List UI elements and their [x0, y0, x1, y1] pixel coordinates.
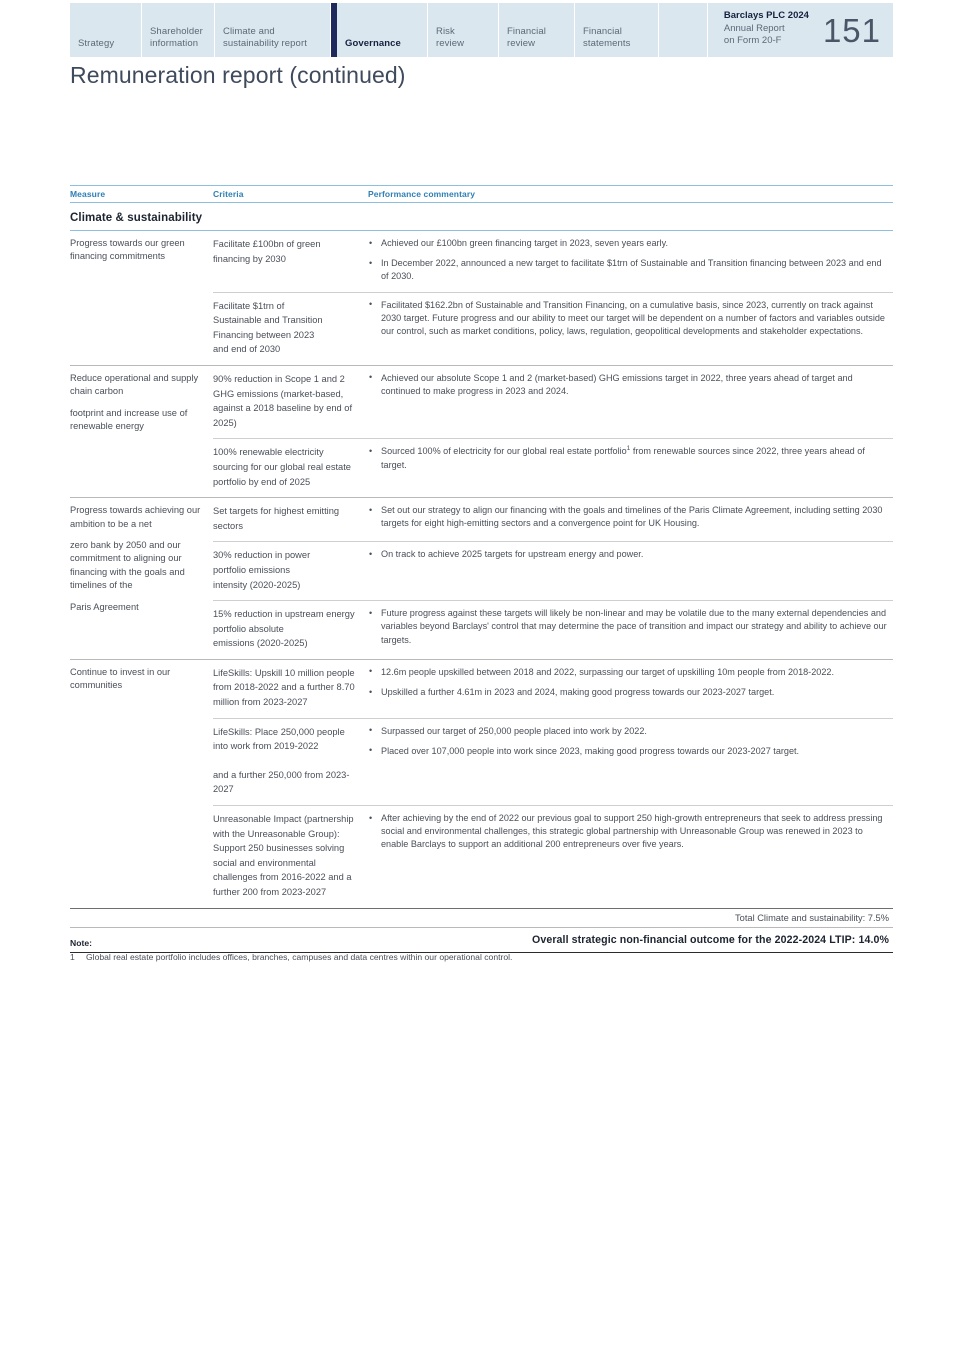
report-subtitle-line1: Annual Report [723, 22, 785, 34]
note-number: 1 [70, 952, 75, 962]
criteria-text: LifeSkills: Upskill 10 million people from 2018-2022 and a further 8.70 million from 2023-2027 [213, 667, 355, 708]
nav-tab-label-line2: sustainability report [223, 37, 307, 49]
table-row [70, 660, 893, 908]
note-heading: Note: [70, 938, 92, 948]
criteria-subrow [213, 660, 893, 719]
criteria-text: Set targets for highest emitting sectors [213, 506, 340, 531]
commentary-bullet: • Facilitated $162.2bn of Sustainable and Transition Financing, on a cumulative basis, since 2023, currently on track against 2030 target. Future progress and our ability to meet our target will be dependent on a number of factors and variables outside our control, such as market conditions, policy, laws, regulation, geopolitical developments and stakeholder expectations. [368, 299, 889, 339]
nav-tab-climate-and-sustainability-report[interactable] [215, 3, 331, 57]
measure-text: Progress towards achieving our ambition to be a net [70, 505, 201, 529]
column-header-performance-commentary: Performance commentary [368, 189, 476, 199]
commentary-bullet: • Achieved our absolute Scope 1 and 2 (market-based) GHG emissions target in 2022, three years ahead of target and continued to make progress in 2023 and 2024. [368, 372, 889, 398]
criteria-cell [213, 806, 368, 908]
criteria-text: Facilitate $1trn of [213, 300, 285, 311]
overall-outcome-text: Overall strategic non-financial outcome for the 2022-2024 LTIP: 14.0% [532, 933, 889, 946]
commentary-bullet-list [368, 504, 889, 530]
criteria-text: and end of 2030 [213, 344, 281, 355]
commentary-cell [368, 601, 893, 659]
criteria-text: LifeSkills: Place 250,000 people into work from 2019-2022 [213, 726, 345, 752]
commentary-bullet: • After achieving by the end of 2022 our previous goal to support 250 high-growth entrepreneurs that seek to address pressing social and environmental challenges, this strategic global partnership with Unreasonable Group was renewed in 2023 to enable Barclays to support an additional 200 entrepreneurs over five years. [368, 812, 889, 852]
nav-tab-label-line1: Financial [507, 26, 546, 37]
nav-tab-governance[interactable] [331, 3, 428, 57]
total-climate-sustainability: Total Climate and sustainability: 7.5% [735, 912, 889, 923]
criteria-text: 30% reduction in power [213, 550, 311, 561]
table-row [70, 231, 893, 366]
commentary-bullet-list [368, 237, 889, 284]
report-identifier [708, 3, 893, 57]
criteria-text: 100% renewable electricity sourcing for our global real estate portfolio by end of 2025 [213, 447, 351, 487]
nav-tab-label-line2: review [436, 37, 465, 49]
note-text: Global real estate portfolio includes offices, branches, campuses and data centres within our operational control. [86, 952, 513, 962]
commentary-bullet: • Surpassed our target of 250,000 people placed into work by 2022. [368, 725, 889, 738]
report-title: Barclays PLC 2024 [723, 10, 809, 22]
criteria-stack [213, 498, 893, 659]
commentary-bullet: • Placed over 107,000 people into work since 2023, making good progress towards our 2023-2027 target. [368, 745, 889, 758]
nav-tab-financial-review[interactable] [499, 3, 575, 57]
criteria-cell [213, 231, 368, 292]
commentary-cell [368, 366, 893, 438]
commentary-cell [368, 660, 893, 718]
measure-text: Reduce operational and supply chain carbon [70, 372, 199, 397]
criteria-stack [213, 366, 893, 497]
commentary-cell [368, 806, 893, 908]
measure-text: footprint and increase use of renewable energy [70, 407, 188, 432]
commentary-bullet-list [368, 445, 889, 471]
criteria-text: emissions (2020-2025) [213, 638, 308, 649]
commentary-cell [368, 498, 893, 541]
nav-tab-shareholder-information[interactable] [142, 3, 215, 57]
criteria-text: intensity (2020-2025) [213, 579, 301, 590]
criteria-subrow [213, 719, 893, 806]
commentary-bullet-list [368, 666, 889, 699]
criteria-text: Sustainable and Transition [213, 315, 323, 326]
criteria-subrow [213, 542, 893, 601]
criteria-subrow [213, 601, 893, 659]
note-item [70, 951, 893, 963]
criteria-text: portfolio emissions [213, 564, 290, 575]
nav-tab-label-line1: Strategy [78, 37, 115, 49]
commentary-bullet: • 12.6m people upskilled between 2018 and 2022, surpassing our target of upskilling 10m people from 2018-2022. [368, 666, 889, 679]
page-navigation-strip [70, 3, 893, 57]
commentary-bullet: • Set out our strategy to align our financing with the goals and timelines of the Paris Climate Agreement, including setting 2030 targets for eight high-emitting sectors and a convergence point for UK Housing. [368, 504, 889, 530]
commentary-bullet-list [368, 725, 889, 758]
table-row [70, 366, 893, 498]
section-header-climate-sustainability [70, 203, 893, 231]
criteria-text: Facilitate £100bn of green financing by 2030 [213, 239, 321, 264]
criteria-subrow [213, 498, 893, 542]
nav-tab-financial-statements[interactable] [575, 3, 659, 57]
commentary-cell [368, 293, 893, 365]
criteria-cell [213, 660, 368, 718]
criteria-subrow [213, 293, 893, 365]
nav-tab-label-line1: Financial [583, 26, 622, 37]
measure-cell [70, 660, 213, 908]
measure-text: Paris Agreement [70, 601, 139, 612]
measure-cell [70, 498, 213, 659]
nav-tab-label-line2: information [150, 37, 199, 49]
nav-tab-label-line2: review [507, 37, 536, 49]
criteria-cell [213, 719, 368, 805]
commentary-bullet-list [368, 812, 889, 852]
commentary-bullet: • Future progress against these targets will likely be non-linear and may be volatile due to the many external dependencies and variables beyond Barclays' control that may determine the pace of transition and impact our strategy and ability to achieve our targets. [368, 607, 889, 647]
criteria-subrow [213, 231, 893, 293]
commentary-bullet: • In December 2022, announced a new target to facilitate $1trn of Sustainable and Transition financing between 2023 and end of 2030. [368, 257, 889, 283]
nav-tab-label-line1: Climate and [223, 26, 275, 37]
criteria-stack [213, 231, 893, 365]
nav-tab-strategy[interactable] [70, 3, 142, 57]
commentary-bullet-list [368, 372, 889, 398]
total-row [70, 908, 893, 928]
criteria-subrow [213, 439, 893, 497]
measure-cell [70, 366, 213, 497]
nav-tab-label-line1: Risk [436, 26, 455, 37]
commentary-bullet-list [368, 299, 889, 339]
measure-text: Progress towards our green financing commitments [70, 238, 185, 262]
footnotes-block [70, 938, 893, 963]
commentary-bullet: • Sourced 100% of electricity for our global real estate portfolio$^1$ from renewable sources since 2022, three years ahead of target. [368, 445, 889, 471]
commentary-bullet: • Upskilled a further 4.61m in 2023 and 2024, making good progress towards our 2023-2027 target. [368, 686, 889, 699]
criteria-text: Financing between 2023 [213, 329, 315, 340]
commentary-cell [368, 439, 893, 497]
criteria-text: 15% reduction in upstream energy portfolio absolute [213, 609, 355, 634]
criteria-text: and a further 250,000 from 2023-2027 [213, 769, 350, 795]
report-subtitle-line2: on Form 20-F [723, 35, 782, 47]
criteria-subrow [213, 806, 893, 908]
commentary-cell [368, 719, 893, 805]
criteria-text: Unreasonable Impact (partnership with the Unreasonable Group): Support 250 businesses solving social and environmental challenges from 2016-2022 and a further 200 from 2023-2027 [213, 814, 354, 898]
criteria-subrow [213, 366, 893, 439]
performance-measures-table [70, 185, 893, 953]
page-title: Remuneration report (continued) [70, 62, 406, 88]
column-header-criteria: Criteria [213, 189, 244, 199]
criteria-cell [213, 366, 368, 438]
nav-tab-label-line1: Shareholder [150, 26, 203, 37]
criteria-cell [213, 439, 368, 497]
criteria-cell [213, 293, 368, 365]
commentary-cell [368, 231, 893, 292]
measure-cell [70, 231, 213, 365]
criteria-cell [213, 601, 368, 659]
nav-tab-label-line2: statements [583, 37, 631, 49]
commentary-bullet-list [368, 607, 889, 647]
commentary-bullet: • On track to achieve 2025 targets for upstream energy and power. [368, 548, 889, 561]
criteria-text: 90% reduction in Scope 1 and 2 GHG emissions (market-based, against a 2018 baseline by end of 2025) [213, 373, 353, 428]
measure-text: Continue to invest in our communities [70, 666, 171, 691]
nav-tab-label-line1: Governance [345, 37, 401, 49]
nav-tab-risk-review[interactable] [428, 3, 499, 57]
criteria-cell [213, 542, 368, 600]
section-title: Climate & sustainability [70, 212, 203, 224]
commentary-bullet-list [368, 548, 889, 561]
column-header-measure: Measure [70, 189, 106, 199]
commentary-bullet: • Achieved our £100bn green financing target in 2023, seven years early. [368, 237, 889, 250]
page-number: 151 [822, 11, 881, 49]
nav-spacer [659, 3, 708, 57]
measure-text: zero bank by 2050 and our commitment to aligning our financing with the goals and timelines of the [70, 539, 185, 591]
criteria-stack [213, 660, 893, 908]
commentary-cell [368, 542, 893, 600]
table-row [70, 498, 893, 660]
table-header-row [70, 185, 893, 203]
criteria-cell [213, 498, 368, 541]
